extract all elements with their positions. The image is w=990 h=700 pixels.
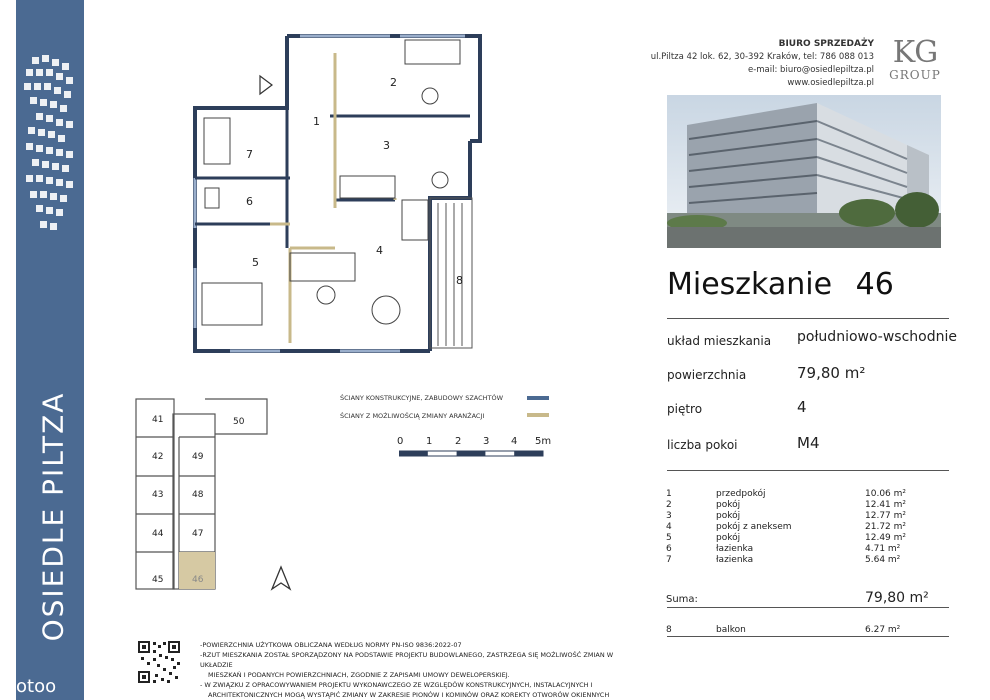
prop-area-label: powierzchnia bbox=[667, 368, 747, 382]
floor-key-49: 49 bbox=[192, 452, 204, 462]
developer-logo bbox=[886, 35, 944, 82]
divider bbox=[667, 318, 949, 319]
plan-label-8: 8 bbox=[456, 274, 463, 287]
apartment-title bbox=[667, 267, 894, 302]
room-5-no: 5 bbox=[666, 533, 672, 543]
note-line: -POWIERZCHNIA UŻYTKOWA OBLICZANA WEDŁUG NORMY PN-ISO 9836:2022-07 bbox=[200, 641, 462, 649]
room-7-no: 7 bbox=[666, 555, 672, 565]
floor-key-45: 45 bbox=[152, 575, 164, 585]
contact-address: ul.Piltza 42 lok. 62, 30-392 Kraków, tel: 786 088 013 bbox=[650, 52, 874, 62]
floor-key-46: 46 bbox=[192, 575, 204, 585]
room-6-area: 4.71 m² bbox=[865, 544, 901, 554]
sum-label: Suma: bbox=[666, 594, 698, 605]
prop-rooms-value: M4 bbox=[797, 434, 820, 452]
sum-value: 79,80 m² bbox=[865, 590, 929, 606]
estate-name: OSIEDLE PILTZA bbox=[36, 391, 70, 642]
sales-office-contact bbox=[651, 38, 874, 90]
note-line: ARCHITEKTONICZNYCH MOGĄ WYSTĄPIĆ ZMIANY W ZAKRESIE PIONÓW I KOMINÓW ORAZ KOREKTY OTWORÓW OKIENNYCH bbox=[208, 691, 610, 699]
legend-structural-text: ŚCIANY KONSTRUKCYJNE, ZABUDOWY SZACHTÓW bbox=[340, 394, 504, 402]
logo-sub: GROUP bbox=[889, 68, 941, 82]
balcony-no: 8 bbox=[666, 625, 672, 635]
room-4-area: 21.72 m² bbox=[865, 522, 907, 532]
building-photo bbox=[667, 95, 941, 248]
scale-label-5: 5m bbox=[535, 436, 552, 447]
legend-structural-swatch bbox=[527, 396, 549, 400]
room-7-area: 5.64 m² bbox=[865, 555, 901, 565]
apartment-title-label: Mieszkanie bbox=[667, 267, 833, 302]
scale-label-3: 3 bbox=[483, 436, 490, 447]
divider bbox=[667, 636, 949, 637]
room-1-name: przedpokój bbox=[716, 489, 766, 499]
divider bbox=[667, 607, 949, 608]
prop-layout-value: południowo-wschodnie bbox=[797, 329, 957, 345]
prop-layout-label: układ mieszkania bbox=[667, 334, 772, 348]
qr-code-icon bbox=[137, 640, 181, 684]
balcony-area: 6.27 m² bbox=[865, 625, 901, 635]
room-2-area: 12.41 m² bbox=[865, 500, 907, 510]
balcony-name: balkon bbox=[716, 625, 746, 635]
plan-label-5: 5 bbox=[252, 256, 259, 269]
floor-key-47: 47 bbox=[192, 529, 204, 539]
room-4-name: pokój z aneksem bbox=[716, 522, 792, 532]
prop-floor-label: piętro bbox=[667, 402, 703, 416]
room-5-name: pokój bbox=[716, 533, 741, 543]
room-4-no: 4 bbox=[666, 522, 672, 532]
prop-rooms-label: liczba pokoi bbox=[667, 438, 738, 452]
room-1-area: 10.06 m² bbox=[865, 489, 907, 499]
room-7-name: łazienka bbox=[716, 555, 754, 565]
prop-area-value: 79,80 m² bbox=[797, 364, 866, 382]
floor-key-48: 48 bbox=[192, 490, 204, 500]
room-3-name: pokój bbox=[716, 511, 741, 521]
floor-key-44: 44 bbox=[152, 529, 164, 539]
floor-key-41: 41 bbox=[152, 415, 164, 425]
estate-logo-icon bbox=[22, 55, 78, 240]
contact-www: www.osiedlepiltza.pl bbox=[787, 78, 874, 88]
room-3-no: 3 bbox=[666, 511, 672, 521]
note-line: MIESZKAŃ I PODANYCH POWIERZCHNIACH, ZGODNIE Z ZAPISAMI UMOWY DEWELOPERSKIEJ. bbox=[208, 671, 510, 679]
contact-header: BIURO SPRZEDAŻY bbox=[778, 39, 874, 49]
divider bbox=[667, 470, 949, 471]
sidebar-banner bbox=[16, 0, 84, 700]
legend-changeable-swatch bbox=[527, 413, 549, 417]
floor-key-50: 50 bbox=[233, 417, 245, 427]
scale-label-1: 1 bbox=[426, 436, 433, 447]
scale-label-0: 0 bbox=[397, 436, 404, 447]
apartment-number: 46 bbox=[855, 267, 894, 302]
logo-main: KG bbox=[892, 35, 938, 70]
room-6-no: 6 bbox=[666, 544, 672, 554]
contact-email: e-mail: biuro@osiedlepiltza.pl bbox=[747, 65, 874, 75]
room-6-name: łazienka bbox=[716, 544, 754, 554]
note-line: - W ZWIĄZKU Z OPRACOWYWANIEM PROJEKTU WYKONAWCZEGO ZE WZGLĘDÓW KONSTRUKCYJNYCH, INSTALACYJNYCH I bbox=[200, 681, 593, 689]
plan-label-2: 2 bbox=[390, 76, 397, 89]
room-3-area: 12.77 m² bbox=[865, 511, 907, 521]
room-1-no: 1 bbox=[666, 489, 672, 499]
plan-label-7: 7 bbox=[246, 148, 253, 161]
watermark-text: otoo bbox=[16, 676, 57, 697]
legend-changeable-text: ŚCIANY Z MOŻLIWOŚCIĄ ZMIANY ARANŻACJI bbox=[340, 412, 485, 420]
disclaimer-notes bbox=[200, 640, 620, 700]
floor-key-42: 42 bbox=[152, 452, 164, 462]
plan-label-6: 6 bbox=[246, 195, 253, 208]
room-5-area: 12.49 m² bbox=[865, 533, 907, 543]
room-2-name: pokój bbox=[716, 500, 741, 510]
floor-plan bbox=[190, 28, 490, 358]
scale-label-4: 4 bbox=[511, 436, 518, 447]
scale-bar bbox=[399, 450, 545, 458]
plan-label-1: 1 bbox=[313, 115, 320, 128]
prop-floor-value: 4 bbox=[797, 398, 807, 416]
plan-label-3: 3 bbox=[383, 139, 390, 152]
room-2-no: 2 bbox=[666, 500, 672, 510]
entrance-arrow-icon bbox=[258, 74, 274, 96]
scale-label-2: 2 bbox=[455, 436, 462, 447]
note-line: -RZUT MIESZKANIA ZOSTAŁ SPORZĄDZONY NA PODSTAWIE PROJEKTU BUDOWLANEGO, ZASTRZEGA SIĘ MOŻLIWOŚĆ ZMIAN W UKŁADZIE bbox=[200, 651, 614, 669]
plan-label-4: 4 bbox=[376, 244, 383, 257]
north-arrow-icon bbox=[270, 565, 292, 591]
floor-key-43: 43 bbox=[152, 490, 164, 500]
